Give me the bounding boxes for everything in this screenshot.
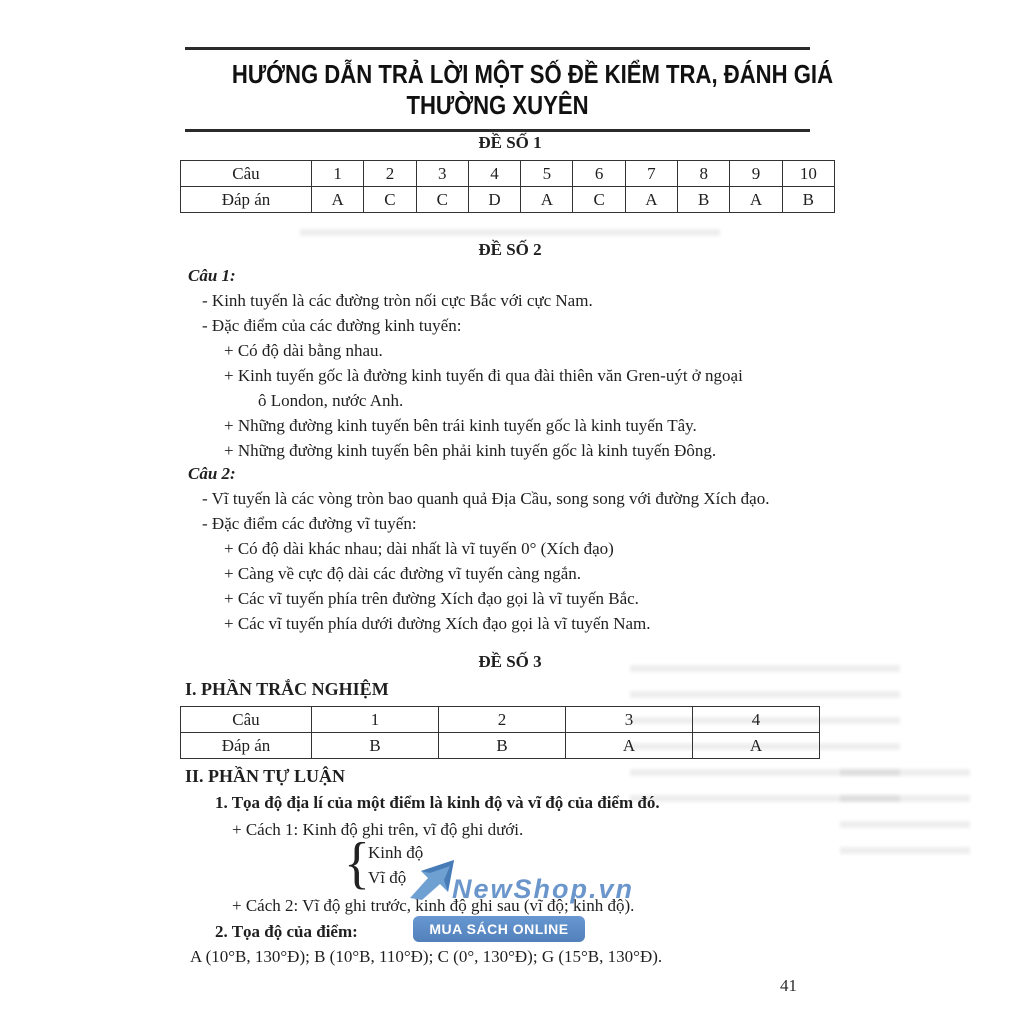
question-number: 2 [439,707,566,733]
page-title-line1: HƯỚNG DẪN TRẢ LỜI MỘT SỐ ĐỀ KIỂM TRA, ĐÁNH GIÁ [231,59,834,89]
cau-1-block [188,263,888,463]
question-number: 9 [730,161,782,187]
question-number: 1 [312,707,439,733]
table-row [181,187,835,213]
question-number: 5 [521,161,573,187]
page-title-block [185,47,834,132]
question-number: 3 [416,161,468,187]
answer-value: C [416,187,468,213]
table-row [181,161,835,187]
answer-line: + Những đường kinh tuyến bên trái kinh tuyến gốc là kinh tuyến Tây. [224,416,697,435]
table-row [181,707,820,733]
de-so-1-answer-table [180,160,835,213]
answer-value: C [573,187,625,213]
answer-line: + Các vĩ tuyến phía trên đường Xích đạo gọi là vĩ tuyến Bắc. [224,589,639,608]
answer-value: A [693,733,820,759]
answer-line: + Có độ dài bằng nhau. [224,341,383,360]
question-number: 6 [573,161,625,187]
cau-1-label: Câu 1: [188,266,236,285]
answer-line: + Kinh tuyến gốc là đường kinh tuyến đi qua đài thiên văn Gren-uýt ở ngoại [224,366,743,385]
answer-line: - Đặc điểm của các đường kinh tuyến: [202,316,462,335]
answer-value: C [364,187,416,213]
page-title-line2: THƯỜNG XUYÊN [406,90,589,120]
tu-luan-item-2: 2. Tọa độ của điểm: [215,922,358,941]
answer-value: A [312,187,364,213]
brace-item-kinh-do: Kinh độ [368,843,424,862]
answer-value: A [730,187,782,213]
answer-line: - Kinh tuyến là các đường tròn nối cực Bắc với cực Nam. [202,291,593,310]
question-number: 2 [364,161,416,187]
answer-line: + Các vĩ tuyến phía dưới đường Xích đạo gọi là vĩ tuyến Nam. [224,614,651,633]
answer-row-label: Đáp án [181,733,312,759]
question-number: 7 [625,161,677,187]
answer-value: B [439,733,566,759]
cau-2-label: Câu 2: [188,464,236,483]
answer-line: + Những đường kinh tuyến bên phải kinh tuyến gốc là kinh tuyến Đông. [224,441,717,460]
de-so-2-heading: ĐỀ SỐ 2 [478,240,542,259]
answer-line: ô London, nước Anh. [258,391,404,410]
de-so-3-answer-table [180,706,820,759]
answer-value: B [782,187,834,213]
coordinates-line: A (10°B, 130°Đ); B (10°B, 110°Đ); C (0°, 130°Đ); G (15°B, 130°Đ). [190,947,663,966]
brace-item-vi-do: Vĩ độ [368,868,407,887]
question-number: 3 [566,707,693,733]
answer-line: - Vĩ tuyến là các vòng tròn bao quanh quả Địa Cầu, song song với đường Xích đạo. [202,489,770,508]
question-row-label: Câu [181,707,312,733]
page-number: 41 [780,976,797,995]
answer-value: A [566,733,693,759]
answer-value: A [521,187,573,213]
scan-bleedthrough-artifact [300,222,720,238]
scan-bleedthrough-artifact [840,762,970,872]
answer-line: + Có độ dài khác nhau; dài nhất là vĩ tuyến 0° (Xích đạo) [224,539,614,558]
question-number: 4 [693,707,820,733]
answer-row-label: Đáp án [181,187,312,213]
tu-luan-item-1: 1. Tọa độ địa lí của một điểm là kinh độ và vĩ độ của điểm đó. [215,793,660,812]
de-so-1-heading: ĐỀ SỐ 1 [478,133,542,152]
section-trac-nghiem-heading: I. PHẦN TRẮC NGHIỆM [185,679,389,699]
answer-value: D [468,187,520,213]
de-so-3-heading: ĐỀ SỐ 3 [478,652,542,671]
answer-line: - Đặc điểm các đường vĩ tuyến: [202,514,417,533]
question-number: 1 [312,161,364,187]
curly-brace: { [344,831,370,895]
question-row-label: Câu [181,161,312,187]
mua-sach-online-button-label: MUA SÁCH ONLINE [429,921,569,937]
table-row [181,733,820,759]
mua-sach-online-button[interactable] [413,916,585,942]
answer-value: B [312,733,439,759]
answer-line: + Càng về cực độ dài các đường vĩ tuyến càng ngắn. [224,564,582,583]
question-number: 8 [678,161,730,187]
question-number: 4 [468,161,520,187]
cach-1-line: + Cách 1: Kinh độ ghi trên, vĩ độ ghi dưới. [232,820,524,839]
answer-value: A [625,187,677,213]
answer-value: B [678,187,730,213]
cach-2-line: + Cách 2: Vĩ độ ghi trước, kinh độ ghi sau (vĩ độ; kinh độ). [232,896,635,915]
section-tu-luan-heading: II. PHẦN TỰ LUẬN [185,766,346,786]
question-number: 10 [782,161,834,187]
cau-2-block [188,461,888,636]
newshop-watermark-logo: NewShop.vn [452,874,635,904]
